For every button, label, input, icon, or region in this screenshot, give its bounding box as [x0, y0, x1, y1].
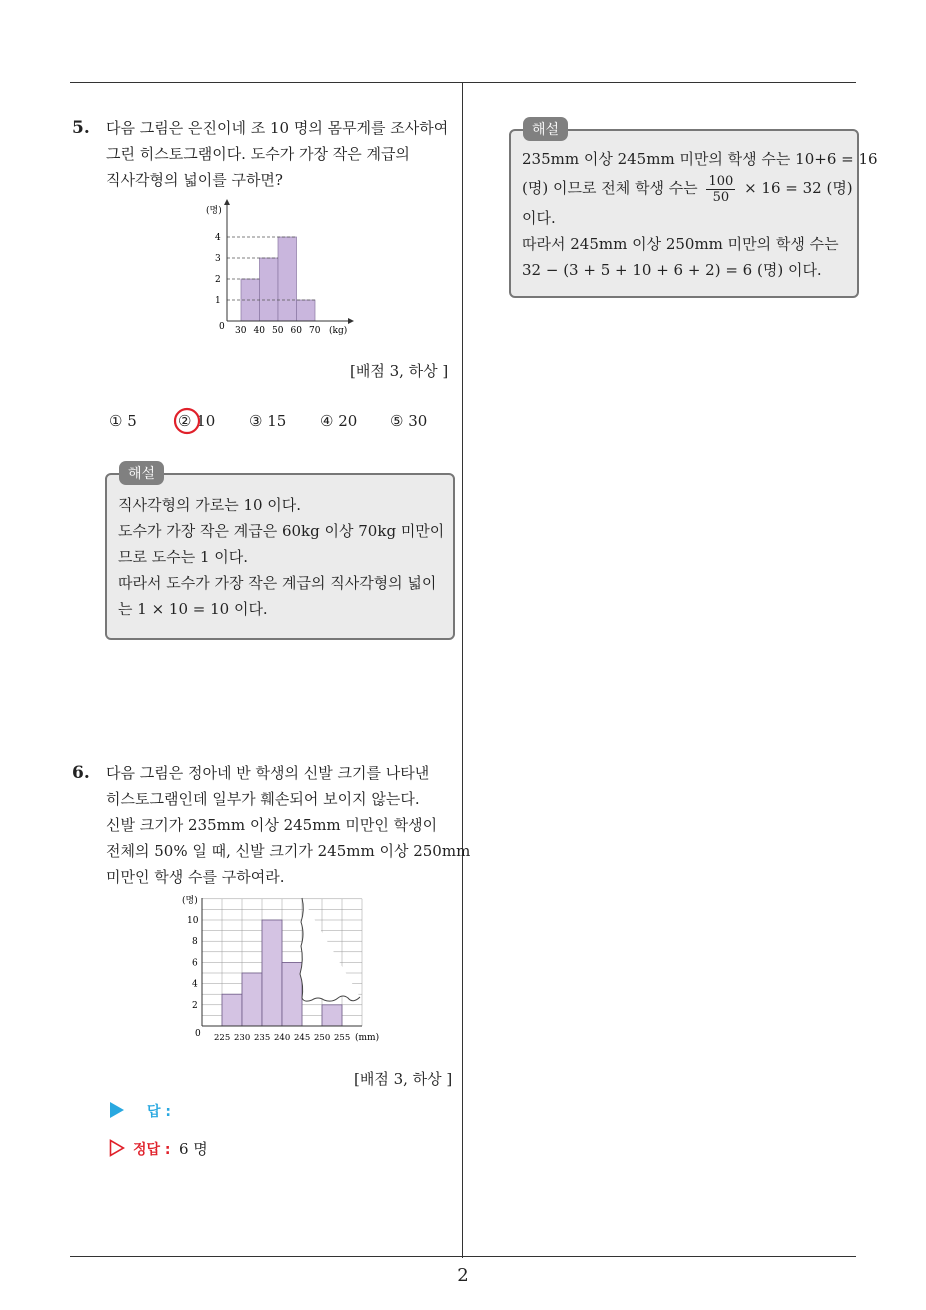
y-tick-label: 4: [192, 979, 198, 990]
question-5-line: 직사각형의 넓이를 구하면?: [106, 171, 283, 189]
question-5-line: 다음 그림은 은진이네 조 10 명의 몸무게를 조사하여: [106, 119, 449, 137]
choice-5[interactable]: ⑤ 30: [390, 412, 428, 430]
y-unit-label: (명): [182, 896, 198, 906]
solution-text: × 16 = 32 (명): [744, 179, 853, 197]
x-tick-label: 245: [294, 1033, 311, 1043]
solution-line: 235mm 이상 245mm 미만의 학생 수는 10+6 = 16: [522, 150, 878, 168]
x-tick-label: 30: [235, 326, 247, 336]
choice-1[interactable]: ① 5: [109, 412, 137, 430]
x-tick-label: 40: [253, 326, 265, 336]
question-6-score: [배점 3, 하상 ]: [354, 1070, 453, 1088]
solution-line: 도수가 가장 작은 계급은 60kg 이상 70kg 미만이: [118, 522, 445, 540]
x-tick-label: 70: [309, 326, 321, 336]
answer-arrow-icon: [109, 1101, 125, 1123]
fraction: [706, 174, 735, 205]
choice-3[interactable]: ③ 15: [249, 412, 287, 430]
histogram-bar: [222, 994, 242, 1026]
histogram-bar: [282, 962, 302, 1026]
histogram-bar: [242, 973, 262, 1026]
origin-label: 0: [219, 322, 225, 332]
y-tick-label: 6: [192, 958, 198, 969]
histogram-bar: [297, 300, 316, 321]
x-tick-label: 50: [272, 326, 284, 336]
correct-answer-label: 정답 :: [133, 1142, 171, 1158]
x-tick-label: 230: [234, 1033, 251, 1043]
fraction-denominator: 50: [712, 189, 730, 205]
question-5-text: [106, 115, 448, 193]
solution-line: 32 − (3 + 5 + 10 + 6 + 2) = 6 (명) 이다.: [522, 260, 822, 279]
solution-line-with-fraction: [522, 172, 878, 205]
y-tick-label: 10: [187, 916, 199, 926]
y-tick-label: 2: [215, 275, 221, 285]
correct-arrow-icon: [109, 1139, 125, 1161]
bottom-rule: [70, 1256, 856, 1257]
torn-edge: [300, 898, 360, 1001]
x-unit-label: (mm): [355, 1033, 380, 1043]
question-6-line: 미만인 학생 수를 구하여라.: [106, 868, 285, 886]
question-6-text: [106, 760, 470, 890]
page-number: 2: [457, 1265, 469, 1286]
x-tick-label: 60: [290, 326, 302, 336]
y-tick-label: 8: [192, 937, 198, 948]
fraction-numerator: 100: [708, 173, 734, 189]
y-tick-label: 4: [215, 233, 221, 243]
solution-tag: 해설: [119, 461, 164, 485]
answer-circle-mark: [172, 406, 202, 436]
solution-line: 므로 도수는 1 이다.: [118, 548, 249, 566]
solution-line: 따라서 도수가 가장 작은 계급의 직사각형의 넓이: [118, 574, 437, 592]
x-axis-arrow: [348, 318, 354, 324]
solution-text: (명) 이므로 전체 학생 수는: [522, 179, 698, 197]
question-5-solution-text: [118, 492, 444, 622]
x-tick-label: 225: [214, 1033, 231, 1043]
histogram-bar: [322, 1005, 342, 1026]
choice-4[interactable]: ④ 20: [320, 412, 358, 430]
question-6-line: 히스토그램인데 일부가 훼손되어 보이지 않는다.: [106, 790, 420, 808]
y-tick-label: 3: [215, 254, 221, 264]
question-6-number: 6.: [72, 763, 90, 783]
y-unit-label: (명): [206, 206, 222, 216]
question-6-solution-text: [522, 146, 878, 283]
x-tick-label: 240: [274, 1033, 291, 1043]
x-tick-label: 235: [254, 1033, 271, 1043]
solution-line: 직사각형의 가로는 10 이다.: [118, 496, 302, 514]
y-axis-arrow: [224, 199, 230, 205]
solution-line: 는 1 × 10 = 10 이다.: [118, 600, 268, 618]
x-tick-label: 250: [314, 1033, 331, 1043]
solution-line: 이다.: [522, 208, 556, 227]
x-unit-label: (kg): [329, 326, 348, 336]
weight-histogram: [195, 195, 365, 345]
question-6-line: 다음 그림은 정아네 반 학생의 신발 크기를 나타낸: [106, 764, 430, 782]
y-tick-label: 2: [192, 1000, 198, 1011]
histogram-bar: [278, 237, 297, 321]
question-5-line: 그린 히스토그램이다. 도수가 가장 작은 계급의: [106, 145, 410, 163]
column-divider: [462, 82, 463, 1258]
question-5-score: [배점 3, 하상 ]: [350, 362, 449, 380]
choice-2[interactable]: ② 10: [178, 412, 216, 430]
origin-label: 0: [195, 1029, 201, 1039]
x-tick-label: 255: [334, 1033, 351, 1043]
histogram-bar: [262, 920, 282, 1026]
solution-tag: 해설: [523, 117, 568, 141]
solution-line: 따라서 245mm 이상 250mm 미만의 학생 수는: [522, 234, 839, 253]
top-rule: [70, 82, 856, 83]
correct-answer-value: 6 명: [179, 1140, 208, 1158]
histogram-bar: [260, 258, 279, 321]
question-6-line: 전체의 50% 일 때, 신발 크기가 245mm 이상 250mm: [106, 842, 471, 860]
y-tick-label: 1: [215, 296, 221, 306]
shoe-size-histogram: [178, 890, 388, 1050]
question-5-number: 5.: [72, 118, 90, 138]
answer-label: 답 :: [147, 1104, 171, 1120]
question-6-line: 신발 크기가 235mm 이상 245mm 미만인 학생이: [106, 816, 438, 834]
